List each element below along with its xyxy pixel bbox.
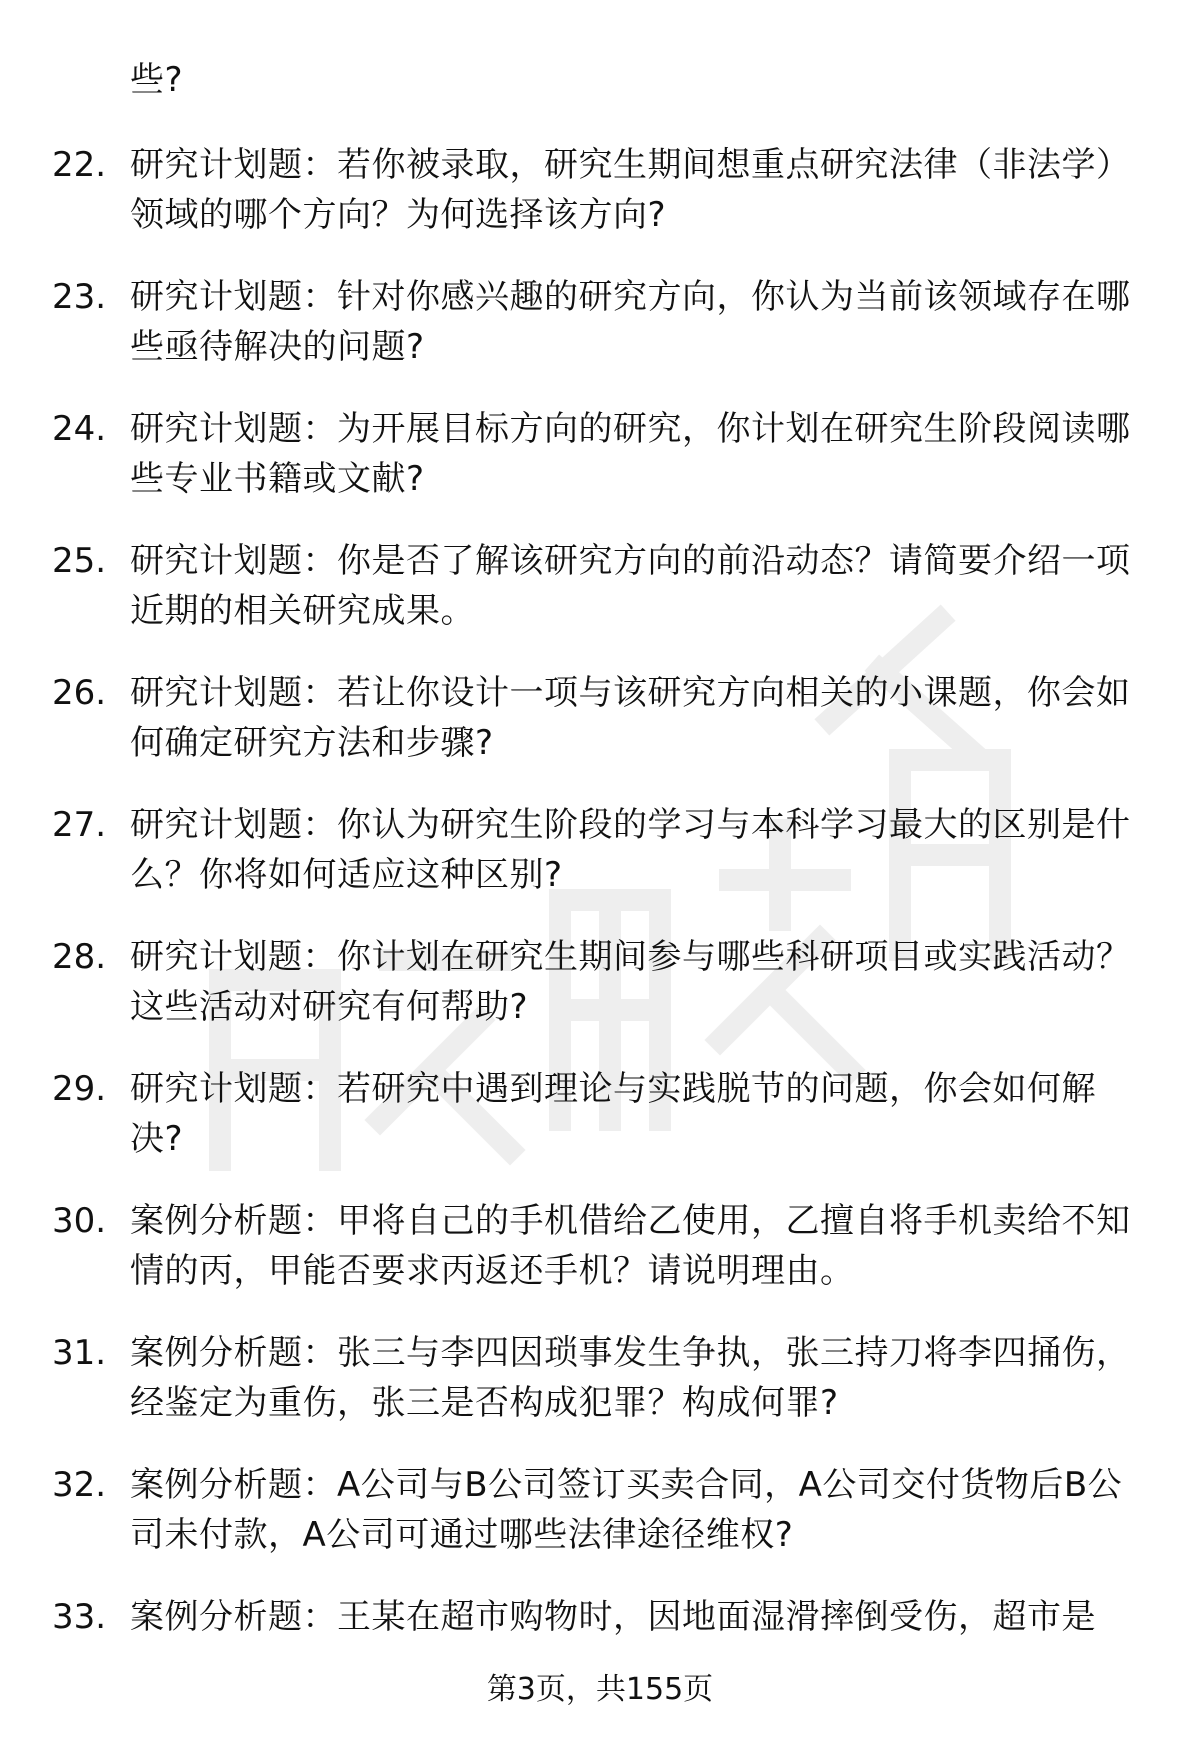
list-item [0,404,1200,536]
list-item [0,1196,1200,1328]
question-text: 研究计划题：你是否了解该研究方向的前沿动态？请简要介绍一项近期的相关研究成果。 [130,541,1131,631]
page-indicator: 第3页，共155页 [486,1672,714,1707]
list-item [0,932,1200,1064]
question-text: 案例分析题：A公司与B公司签订买卖合同，A公司交付货物后B公司未付款，A公司可通过哪些法律途径维权? [130,1465,1123,1555]
continuation-text: 些? [130,60,184,100]
list-item [0,536,1200,668]
question-number: 22. [52,145,107,185]
question-text: 案例分析题：甲将自己的手机借给乙使用，乙擅自将手机卖给不知情的丙，甲能否要求丙返还手机？请说明理由。 [130,1201,1131,1291]
question-text: 案例分析题：王某在超市购物时，因地面湿滑摔倒受伤，超市是 [130,1597,1096,1637]
question-number: 32. [52,1465,107,1505]
question-text: 研究计划题：你计划在研究生期间参与哪些科研项目或实践活动？这些活动对研究有何帮助? [130,937,1131,1027]
question-number: 28. [52,937,107,977]
question-text: 研究计划题：你认为研究生阶段的学习与本科学习最大的区别是什么？你将如何适应这种区别? [130,805,1131,895]
question-number: 23. [52,277,107,317]
list-item [0,668,1200,800]
list-item [0,1460,1200,1592]
question-text: 研究计划题：若你被录取，研究生期间想重点研究法律（非法学）领域的哪个方向？为何选择该方向? [130,145,1131,235]
list-item [0,800,1200,932]
question-number: 27. [52,805,107,845]
question-text: 研究计划题：针对你感兴趣的研究方向，你认为当前该领域存在哪些亟待解决的问题? [130,277,1131,367]
list-item [0,1064,1200,1196]
list-item [0,140,1200,272]
question-text: 研究计划题：若研究中遇到理论与实践脱节的问题，你会如何解决? [130,1069,1096,1159]
question-text: 研究计划题：若让你设计一项与该研究方向相关的小课题，你会如何确定研究方法和步骤? [130,673,1131,763]
question-number: 33. [52,1597,107,1637]
question-text: 案例分析题：张三与李四因琐事发生争执，张三持刀将李四捅伤，经鉴定为重伤，张三是否构成犯罪？构成何罪? [130,1333,1131,1423]
question-number: 24. [52,409,107,449]
question-number: 26. [52,673,107,713]
question-number: 25. [52,541,107,581]
list-item [0,1328,1200,1460]
question-number: 31. [52,1333,107,1373]
question-number: 29. [52,1069,107,1109]
question-list [0,140,1200,1724]
list-item [0,272,1200,404]
question-number: 30. [52,1201,107,1241]
question-text: 研究计划题：为开展目标方向的研究，你计划在研究生阶段阅读哪些专业书籍或文献? [130,409,1131,499]
